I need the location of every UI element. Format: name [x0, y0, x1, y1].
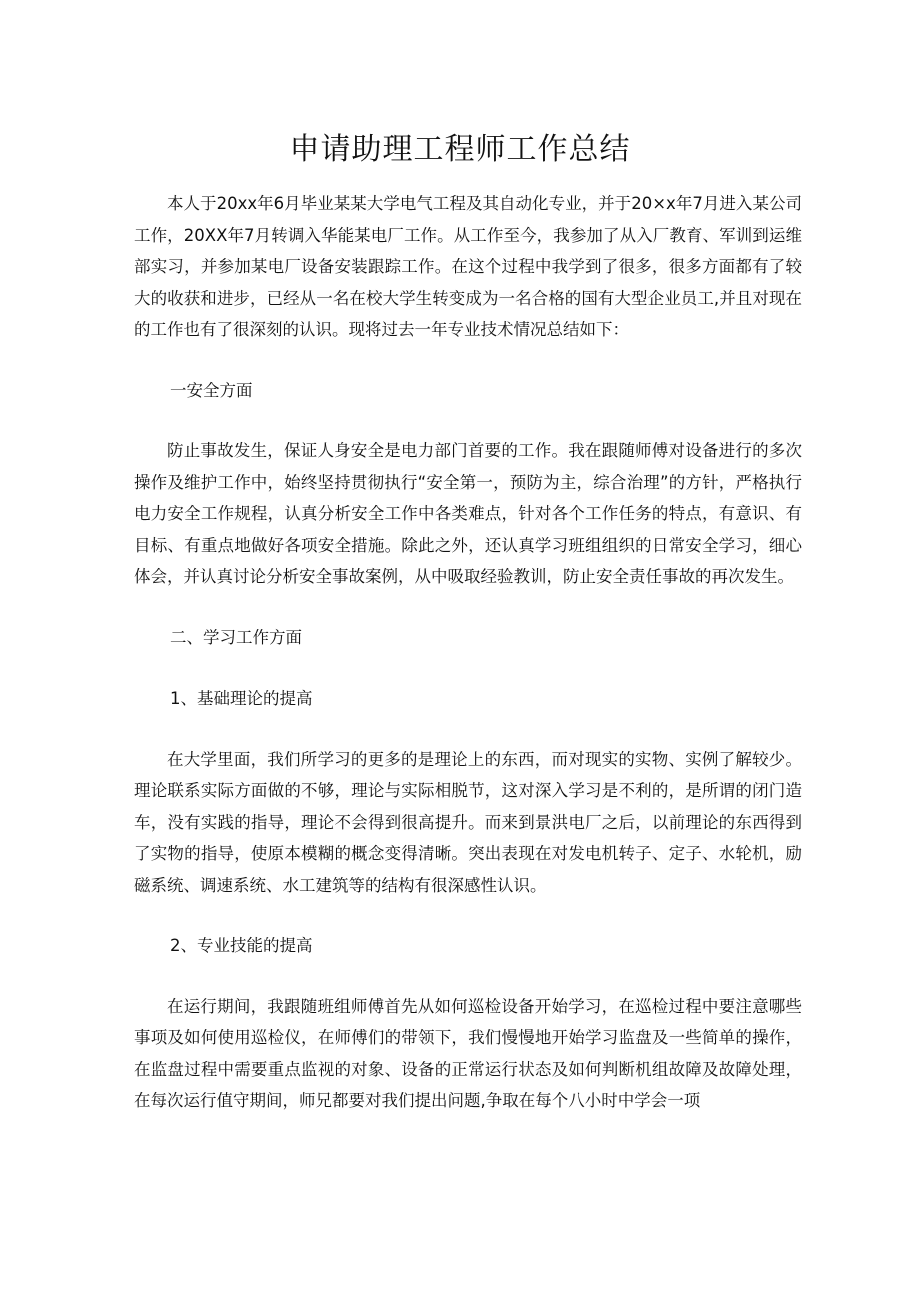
safety-paragraph: 防止事故发生，保证人身安全是电力部门首要的工作。我在跟随师傅对设备进行的多次操作及维护工作中，始终坚持贯彻执行“安全第一，预防为主，综合治理”的方针，严格执行电力安全工作规程，认真分析安全工作中各类难点，针对各个工作任务的特点，有意识、有目标、有重点地做好各项安全措施。除此之外，还认真学习班组组织的日常安全学习，细心体会，并认真讨论分析安全事故案例，从中吸取经验教训，防止安全责任事故的再次发生。 [134, 441, 802, 586]
theory-paragraph: 在大学里面，我们所学习的更多的是理论上的东西，而对现实的实物、实例了解较少。理论联系实际方面做的不够，理论与实际相脱节，这对深入学习是不利的，是所谓的闭门造车，没有实践的指导，理论不会得到很高提升。而来到景洪电厂之后，以前理论的东西得到了实物的指导，使原本模糊的概念变得清晰。突出表现在对发电机转子、定子、水轮机，励磁系统、调速系统、水工建筑等的结构有很深感性认识。 [134, 749, 802, 895]
subsection-heading-skills: 2、专业技能的提高 [170, 936, 313, 955]
section-heading-safety: 一安全方面 [170, 380, 253, 400]
intro-paragraph: 本人于20xx年6月毕业某某大学电气工程及其自动化专业，并于20×x年7月进入某公司工作，20XX年7月转调入华能某电厂工作。从工作至今，我参加了从入厂教育、军训到运维部实习，并参加某电厂设备安装跟踪工作。在这个过程中我学到了很多，很多方面都有了较大的收获和进步，已经从一名在校大学生转变成为一名合格的国有大型企业员工,并且对现在的工作也有了很深刻的认识。现将过去一年专业技术情况总结如下： [134, 194, 802, 339]
document-body [134, 188, 802, 1117]
subsection-heading-theory: 1、基础理论的提高 [170, 689, 313, 708]
document-title: 申请助理工程师工作总结 [289, 132, 631, 167]
skills-paragraph: 在运行期间，我跟随班组师傅首先从如何巡检设备开始学习，在巡检过程中要注意哪些事项及如何使用巡检仪，在师傅们的带领下，我们慢慢地开始学习监盘及一些简单的操作，在监盘过程中需要重点监视的对象、设备的正常运行状态及如何判断机组故障及故障处理，在每次运行值守期间，师兄都要对我们提出问题,争取在每个八小时中学会一项 [134, 996, 802, 1110]
section-heading-study-work: 二、学习工作方面 [170, 627, 302, 647]
